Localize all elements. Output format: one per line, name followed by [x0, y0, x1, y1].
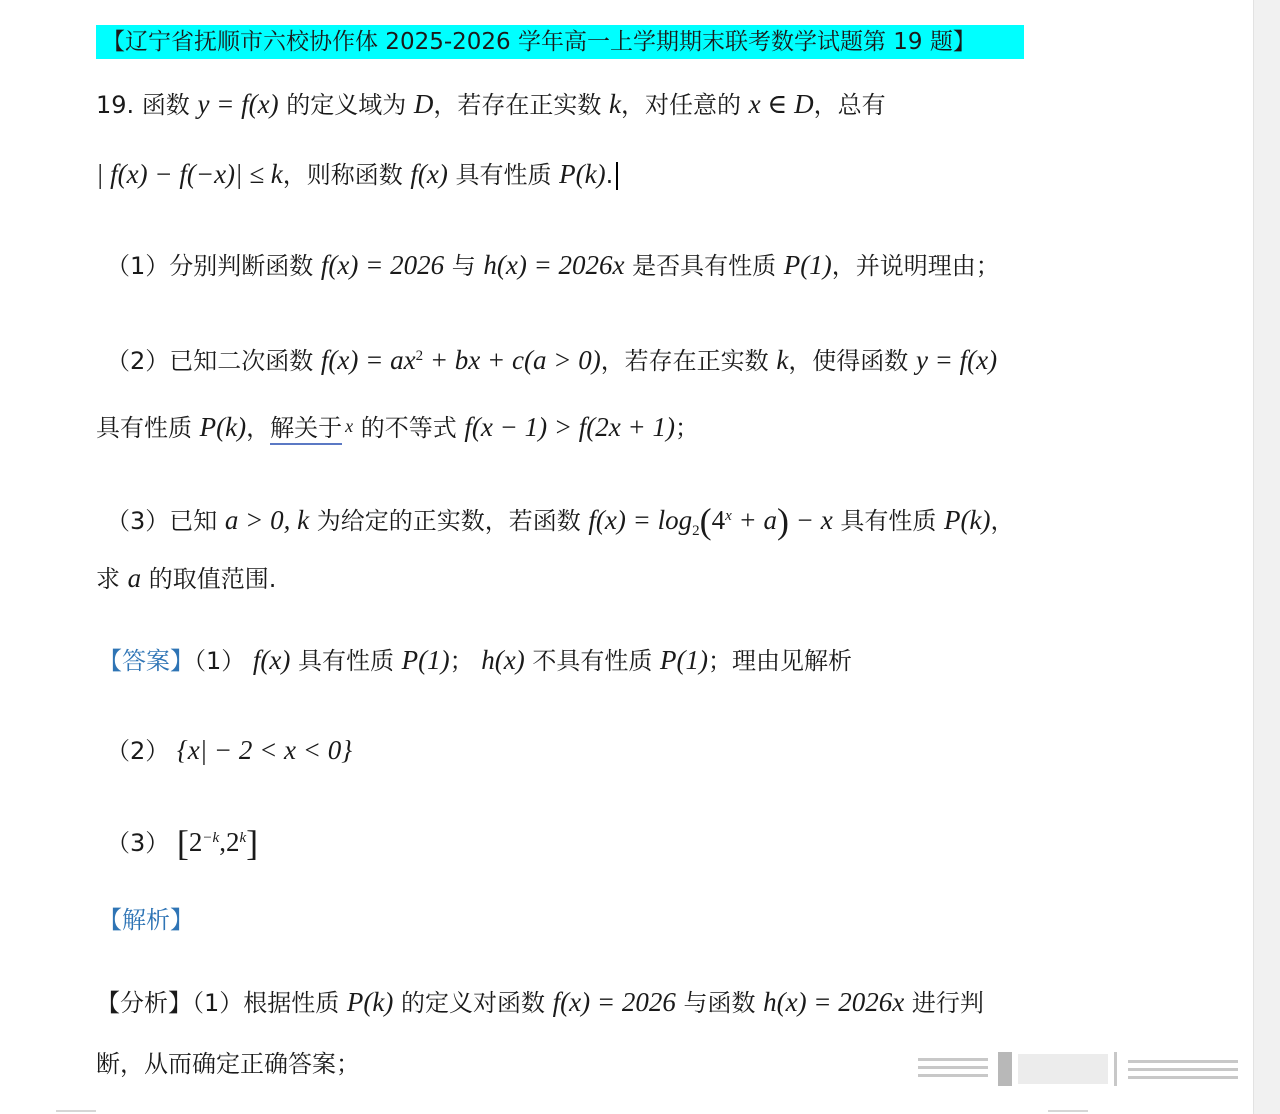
page-corner-mark [56, 1110, 96, 1112]
text: ，若存在正实数 [433, 91, 610, 119]
exponent: k [239, 830, 247, 846]
analysis-line-1 [96, 986, 984, 1019]
analysis-line-2 [96, 1048, 360, 1080]
part-2-line-2 [96, 410, 699, 444]
text: 的取值范围. [141, 565, 277, 593]
text: 具有性质 [832, 507, 944, 535]
part-3-line-1 [106, 500, 1014, 547]
text: 不具有性质 [524, 647, 660, 675]
math: P(k) [346, 987, 394, 1017]
text: ；理由见解析 [707, 647, 852, 675]
left-bracket: [ [176, 823, 189, 863]
text: 的定义对函数 [393, 989, 553, 1017]
right-bracket: ] [246, 823, 259, 863]
math: | f(x) − f(−x)| ≤ k [96, 159, 283, 189]
exponent: −k [202, 830, 220, 846]
part-3-line-2 [96, 562, 276, 595]
text: . [605, 161, 614, 189]
text: 断，从而确定正确答案； [96, 1050, 360, 1078]
analysis-tag: 【解析】 [98, 906, 194, 934]
text-cursor [616, 162, 618, 190]
text: ，并说明理由； [831, 252, 1000, 280]
text: （2） [106, 737, 177, 765]
math: P(1) [783, 250, 832, 280]
exponent: x [725, 508, 732, 524]
text: ， [246, 414, 271, 442]
part-1 [106, 249, 1000, 282]
math: h(x) = 2026x [483, 250, 625, 280]
text: ，则称函数 [282, 161, 411, 189]
log-base: 2 [692, 522, 700, 539]
math: y = f(x) [915, 345, 998, 375]
math: h(x) = 2026x [763, 987, 905, 1017]
math: f(x) [410, 159, 448, 189]
math: a [127, 563, 142, 593]
analysis-heading [98, 904, 194, 936]
text: 具有性质 [290, 647, 402, 675]
text: 是否具有性质 [624, 252, 784, 280]
source-banner: 【辽宁省抚顺市六校协作体 2025-2026 学年高一上学期期末联考数学试题第 19 题】 [96, 25, 1024, 59]
math: k [776, 345, 789, 375]
math: f(x) [252, 645, 291, 675]
math: P(k) [199, 412, 247, 442]
text: 函数 [141, 91, 198, 119]
math: h(x) [481, 645, 525, 675]
math: a > 0, k [224, 505, 310, 535]
page-corner-mark [1048, 1110, 1088, 1112]
text: ， [990, 507, 1015, 535]
answer-2 [106, 734, 352, 767]
text: ，使得函数 [788, 347, 916, 375]
question-number: 19. [96, 91, 135, 119]
underlined-text: 解关于 [270, 414, 342, 445]
part-2-line-1 [106, 340, 997, 377]
text: （1） [194, 647, 253, 675]
math: k [609, 89, 622, 119]
math: − x [789, 505, 833, 535]
exponent: 2 [415, 348, 424, 364]
math: P(1) [401, 645, 450, 675]
math: P(k) [559, 159, 606, 189]
math: + a [731, 505, 777, 535]
text: ； [449, 647, 482, 675]
text: 求 [96, 565, 128, 593]
text: ； [674, 414, 699, 442]
answer-3 [106, 822, 259, 863]
math: f(x) = log [588, 505, 693, 535]
text: ，若存在正实数 [600, 347, 777, 375]
math: P(1) [660, 645, 708, 675]
text: 具有性质 [96, 414, 200, 442]
watermark-graphic [918, 1052, 1253, 1090]
text: （2）已知二次函数 [106, 347, 321, 375]
question-line-1 [96, 88, 886, 121]
math: y = f(x) [197, 89, 279, 119]
text: 【分析】（1）根据性质 [96, 989, 347, 1017]
text: 进行判 [904, 989, 984, 1017]
text: 与 [444, 252, 484, 280]
math: + bx + c(a > 0) [423, 345, 601, 375]
math: 2 [188, 827, 203, 857]
math: x ∈ D [748, 89, 814, 119]
vertical-scrollbar[interactable] [1253, 0, 1280, 1114]
text: 为给定的正实数，若函数 [309, 507, 589, 535]
math: x [345, 416, 354, 436]
text: （1）分别判断函数 [106, 252, 321, 280]
math: D [413, 89, 434, 119]
math: P(k) [943, 505, 991, 535]
math: {x| − 2 < x < 0} [176, 735, 353, 765]
answer-1 [98, 644, 852, 677]
question-line-2 [96, 158, 618, 191]
text: 具有性质 [447, 161, 560, 189]
text: （3）已知 [106, 507, 225, 535]
math: f(x) = 2026 [320, 250, 445, 280]
right-paren: ) [777, 501, 789, 541]
math: ,2 [219, 827, 240, 857]
text: （3） [106, 829, 177, 857]
text: 的定义域为 [278, 91, 414, 119]
text: 的不等式 [353, 414, 465, 442]
text: ，总有 [813, 91, 886, 119]
math: f(x) = 2026 [552, 987, 676, 1017]
text: ，对任意的 [621, 91, 749, 119]
answer-tag: 【答案】 [98, 647, 194, 675]
math: f(x − 1) > f(2x + 1) [464, 412, 675, 442]
math: 4 [711, 505, 726, 535]
left-paren: ( [699, 501, 712, 541]
math: f(x) = ax [320, 345, 416, 375]
text: 与函数 [675, 989, 764, 1017]
